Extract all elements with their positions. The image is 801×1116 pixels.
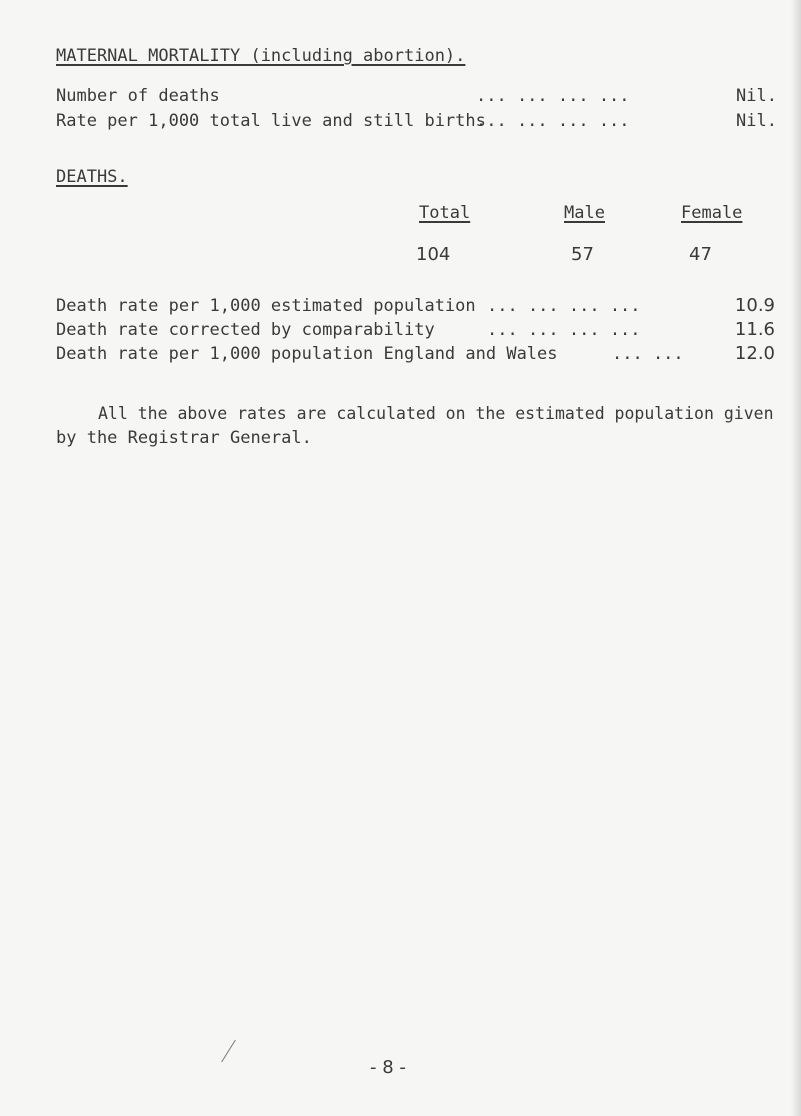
rate-value-england-wales: 12.0 [734, 343, 775, 364]
rate-label-england-wales: Death rate per 1,000 population England and Wales [56, 344, 558, 364]
summary-label-rate: Rate per 1,000 total live and still births [56, 111, 486, 131]
deaths-total-value: 104 [416, 244, 451, 265]
summary-value-rate: Nil. [736, 111, 777, 131]
deaths-female-value: 47 [689, 244, 712, 265]
deaths-male-value: 57 [571, 244, 594, 265]
stray-mark [221, 1040, 236, 1063]
header-female: Female [681, 203, 743, 223]
note-line-1: All the above rates are calculated on the estimated population given [98, 404, 774, 423]
section-heading: MATERNAL MORTALITY (including abortion). [56, 46, 466, 66]
rate-label-estimated: Death rate per 1,000 estimated population [56, 296, 476, 316]
note-line-2: by the Registrar General. [56, 428, 312, 448]
rate-dots-corrected: ... ... ... ... [487, 320, 641, 340]
summary-dots-rate: ... ... ... ... [476, 111, 630, 131]
summary-dots-deaths: ... ... ... ... [476, 86, 630, 106]
scan-edge-shadow [791, 0, 801, 1116]
page-number: - 8 - [370, 1057, 406, 1078]
rate-label-corrected: Death rate corrected by comparability [56, 320, 435, 340]
rate-value-corrected: 11.6 [734, 319, 775, 340]
header-male: Male [564, 203, 605, 223]
header-total: Total [419, 203, 471, 223]
rate-value-estimated: 10.9 [734, 295, 775, 316]
summary-value-deaths: Nil. [736, 86, 777, 106]
summary-label-deaths: Number of deaths [56, 86, 220, 106]
rate-dots-estimated: ... ... ... ... [487, 296, 641, 316]
rate-dots-england-wales: ... ... [612, 344, 684, 364]
deaths-title: DEATHS. [56, 167, 128, 187]
